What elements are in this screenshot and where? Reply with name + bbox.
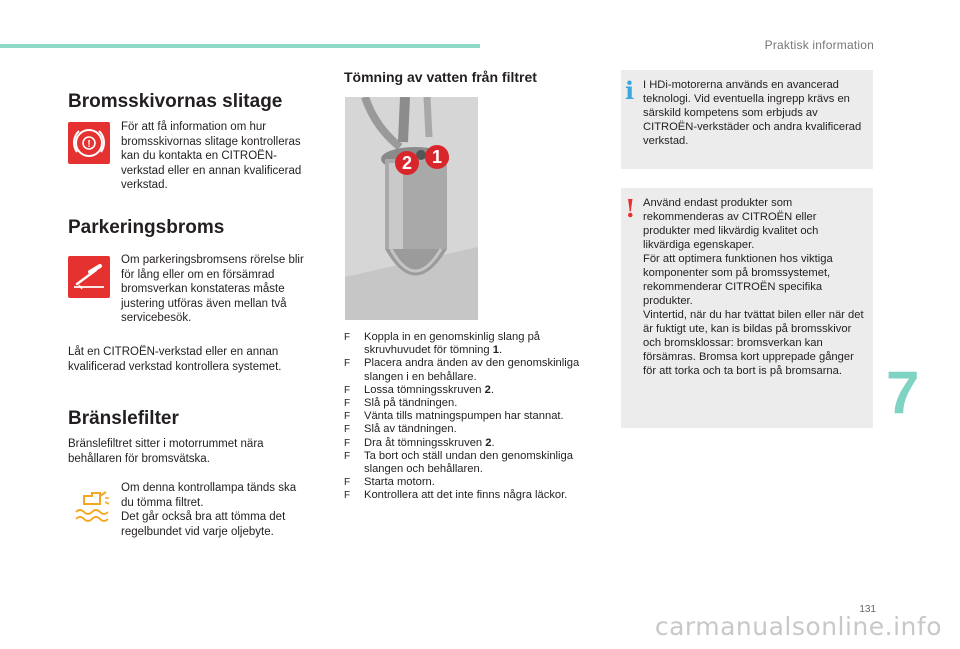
parking-brake-lever-icon xyxy=(68,256,110,298)
info-icon: i xyxy=(625,76,635,105)
page-number: 131 xyxy=(859,604,876,615)
callout-2: 2 xyxy=(395,151,419,175)
step-item: F Koppla in en genomskinlig slang på skruvhuvudet för tömning 1. xyxy=(344,331,541,357)
bullet-icon: F xyxy=(344,437,351,449)
brake-disc-heading: Bromsskivornas slitage xyxy=(68,91,283,112)
step-item: F Dra åt tömningsskruven 2. xyxy=(344,436,495,449)
fuel-filter-heading: Bränslefilter xyxy=(68,408,179,429)
watermark: carmanualsonline.info xyxy=(654,612,942,641)
step-item: F Starta motorn. xyxy=(344,476,435,489)
bullet-icon: F xyxy=(344,450,351,462)
chapter-number: 7 xyxy=(886,359,920,426)
step-item: F Vänta tills matningspumpen har stannat. xyxy=(344,410,564,423)
bullet-icon: F xyxy=(344,398,351,410)
step-item: F Ta bort och ställ undan den genomskinliga slangen och behållaren. xyxy=(344,449,573,476)
info-note-text: I HDi-motorerna används en avancerad teknologi. Vid eventuella ingrepp krävs en särskild kompetens som erbjuds av CITROËN-verkstäder och andra kvalificerad verkstad. xyxy=(643,79,862,147)
step-item: F Slå på tändningen. xyxy=(344,397,458,410)
brake-disc-icon xyxy=(68,122,110,164)
info-note xyxy=(621,70,873,169)
fuel-filter-text: Bränslefiltret sitter i motorrummet nära behållaren för bromsvätska. xyxy=(68,438,264,465)
bullet-icon: F xyxy=(344,477,351,489)
warning-icon: ! xyxy=(625,194,636,223)
warning-note xyxy=(621,188,873,428)
brake-disc-text: För att få information om hur bromsskivornas slitage kontrolleras kan du kontakta en CITROËN-verkstad eller en annan kvalificerad verkstad. xyxy=(121,121,302,191)
step-item: F Placera andra änden av den genomskinliga slangen i en behållare. xyxy=(344,357,580,383)
top-accent-bar xyxy=(0,44,480,48)
parking-brake-text-2: Låt en CITROËN-verkstad eller en annan kvalificerad verkstad kontrollera systemet. xyxy=(68,346,282,373)
step-item: F Lossa tömningsskruven 2. xyxy=(344,383,494,396)
parking-brake-text: Om parkeringsbromsens rörelse blir för lång eller om en försämrad bromsverkan konstateras måste justering utföras även mellan två servicebesök. xyxy=(121,254,304,324)
step-item: F Kontrollera att det inte finns några läckor. xyxy=(344,489,568,502)
parking-brake-heading: Parkeringsbroms xyxy=(68,217,225,238)
bullet-icon: F xyxy=(344,490,351,502)
bullet-icon: F xyxy=(344,424,351,436)
water-in-fuel-icon xyxy=(72,484,116,524)
step-item: F Slå av tändningen. xyxy=(344,423,457,436)
bullet-icon: F xyxy=(344,411,351,423)
water-drain-heading: Tömning av vatten från filtret xyxy=(344,69,537,85)
section-title: Praktisk information xyxy=(764,38,874,52)
fuel-filter-photo xyxy=(345,97,478,320)
bullet-icon: F xyxy=(344,332,351,343)
svg-text:!: ! xyxy=(87,139,91,150)
callout-1: 1 xyxy=(425,145,449,169)
drain-steps-list xyxy=(344,331,604,503)
bullet-icon: F xyxy=(344,358,351,370)
bullet-icon: F xyxy=(344,384,351,396)
fuel-filter-text-2: Om denna kontrollampa tänds ska du tömma filtret. Det går också bra att tömma det regelbundet vid varje oljebyte. xyxy=(121,482,297,538)
warning-note-text: Använd endast produkter som rekommenderas av CITROËN eller produkter med likvärdig kvalitet och likvärdiga egenskaper. För att optimera funktionen hos viktiga komponenter som på bromssystemet, rekommenderar CITROËN specifika produkter. Vintertid, när du har tvättat bilen eller när det är fuktigt ute, kan is bildas på bromsskivor och bromsklossar: bromsverkan kan försämras. Bromsa kort upprepade gånger för att torka och ta bort is på bromsarna. xyxy=(643,197,864,377)
